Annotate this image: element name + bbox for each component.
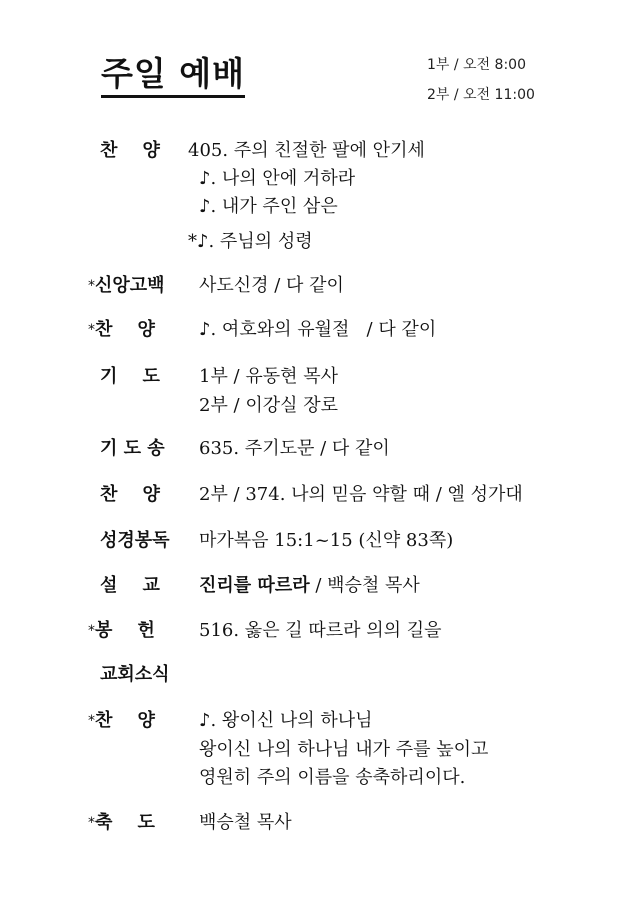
sermon-line xyxy=(199,571,420,597)
hymn-line-1: 405. 주의 친절한 팔에 안기세 xyxy=(188,140,425,161)
offering-label xyxy=(88,616,155,642)
hymn4-label xyxy=(88,706,155,732)
service-time-1: 1부 / 오전 8:00 xyxy=(427,57,526,73)
hymn4-line-2: 왕이신 나의 하나님 내가 주를 높이고 xyxy=(199,739,489,760)
hymn3-line: 2부 / 374. 나의 믿음 약할 때 / 엘 성가대 xyxy=(199,484,523,505)
standing-mark: * xyxy=(88,713,95,729)
reading-line: 마가복음 15:1~15 (신약 83쪽) xyxy=(199,530,454,551)
hymn4-label-text: 찬 양 xyxy=(95,710,155,731)
hymn2-line: ♪. 여호와의 유월절 / 다 같이 xyxy=(199,319,437,340)
sermon-label: 설 교 xyxy=(100,575,160,596)
sermon-preacher: / 백승철 목사 xyxy=(309,575,420,596)
prayer-label: 기 도 xyxy=(100,366,160,387)
hymn-line-2: ♪. 나의 안에 거하라 xyxy=(199,168,356,189)
offering-line: 516. 옳은 길 따르라 의의 길을 xyxy=(199,620,442,641)
service-time-2: 2부 / 오전 11:00 xyxy=(427,87,535,103)
prayer-line-1: 1부 / 유동현 목사 xyxy=(199,366,339,387)
hymn4-line-3: 영원히 주의 이름을 송축하리이다. xyxy=(199,767,466,788)
hymn2-label-text: 찬 양 xyxy=(95,319,155,340)
hymn-line-4: *♪. 주님의 성령 xyxy=(188,231,313,252)
page-title: 주일 예배 xyxy=(101,54,245,98)
standing-mark: * xyxy=(88,623,95,639)
benediction-label-text: 축 도 xyxy=(95,812,155,833)
sermon-title: 진리를 따르라 xyxy=(199,575,310,596)
creed-label-text: 신앙고백 xyxy=(95,275,165,296)
standing-mark: * xyxy=(88,278,95,294)
benediction-label xyxy=(88,808,155,834)
hymn-label: 찬 양 xyxy=(100,140,160,161)
prayer-song-label: 기 도 송 xyxy=(100,438,165,459)
creed-line: 사도신경 / 다 같이 xyxy=(199,275,344,296)
creed-label xyxy=(88,271,165,297)
hymn-line-3: ♪. 내가 주인 삼은 xyxy=(199,196,338,217)
news-label: 교회소식 xyxy=(100,664,170,685)
standing-mark: * xyxy=(88,815,95,831)
prayer-song-line: 635. 주기도문 / 다 같이 xyxy=(199,438,390,459)
offering-label-text: 봉 헌 xyxy=(95,620,155,641)
benediction-line: 백승철 목사 xyxy=(199,812,292,833)
prayer-line-2: 2부 / 이강실 장로 xyxy=(199,395,339,416)
reading-label: 성경봉독 xyxy=(100,530,170,551)
hymn3-label: 찬 양 xyxy=(100,484,160,505)
standing-mark: * xyxy=(88,322,95,338)
hymn4-line-1: ♪. 왕이신 나의 하나님 xyxy=(199,710,373,731)
hymn2-label xyxy=(88,315,155,341)
